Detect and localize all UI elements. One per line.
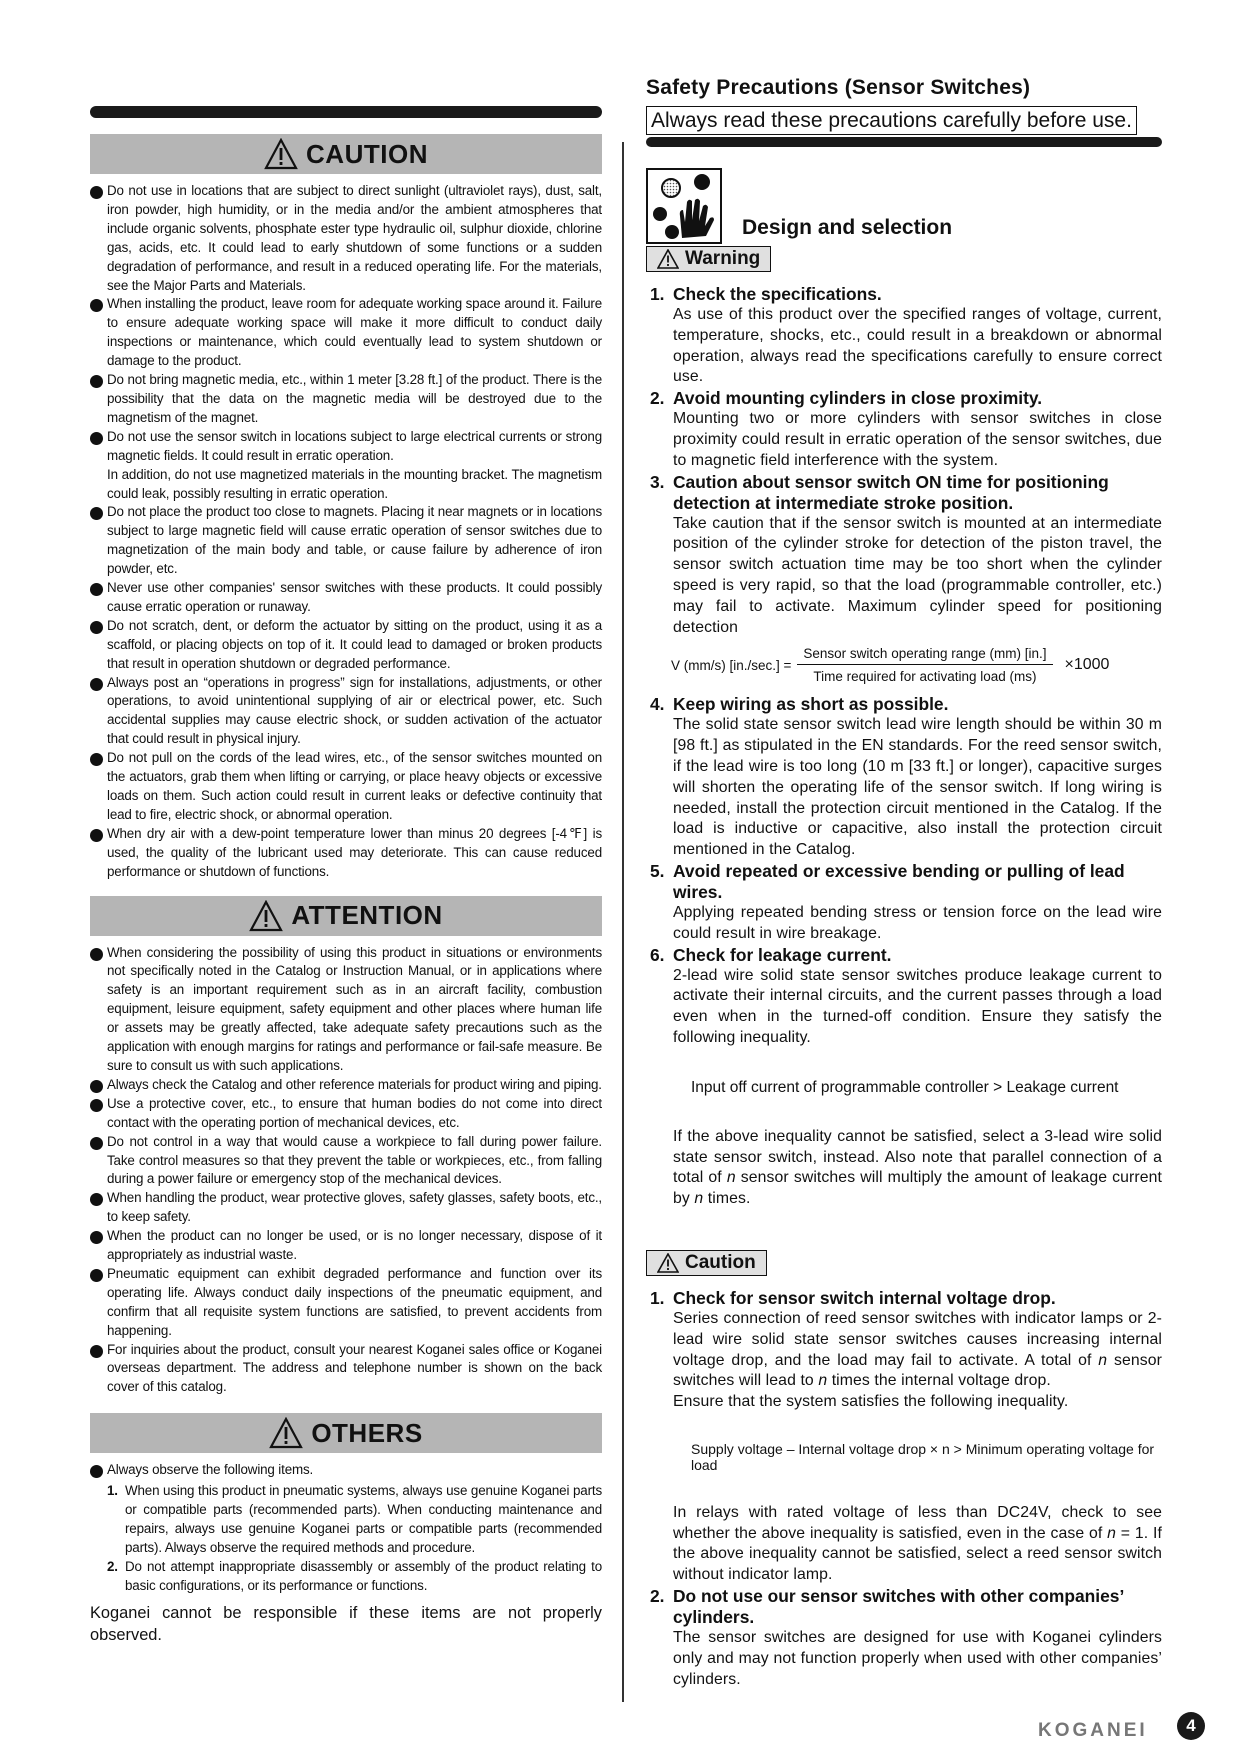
bullet-icon [90,1345,103,1358]
top-rule [90,106,602,118]
others-list [90,1482,602,1595]
others-header [90,1413,602,1453]
design-heading [646,168,1162,244]
caution-title: CAUTION [306,138,428,169]
warning-triangle-icon [269,1417,303,1449]
caution-right-list [646,1288,1162,1691]
list-item: Do not use in locations that are subject to direct sunlight (ultraviolet rays), dust, salt, iron powder, high humidity, or in the media and/or the ambient atmospheres that include organic solvents, phosphate ester type hydraulic oil, sulphur dioxide, chlorine gas, acids, etc. It could lead to early shutdown of some functions or a sudden degradation of performance, and result in a reduced operating life. For the materials, see the Major Parts and Materials. [90,182,602,295]
page-title: Safety Precautions (Sensor Switches) [646,76,1031,99]
left-column [90,106,602,1646]
bullet-icon [90,432,103,445]
bullet-icon [90,678,103,691]
relay-note: In relays with rated voltage of less than DC24V, check to see whether the above inequality is satisfied, even in the case of n = 1. If the above inequality cannot be satisfied, select a reed sensor switch without indicator lamp. [673,1503,1162,1584]
bullet-icon [90,1231,103,1244]
leakage-note: If the above inequality cannot be satisfied, select a 3-lead wire solid state sensor switch, instead. Also note that parallel connection of a total of n sensor switches will multiply the amount of leakage current by n times. [673,1127,1162,1208]
bullet-icon [90,375,103,388]
column-divider [622,142,624,1702]
attention-title: ATTENTION [291,900,443,931]
list-item: Do not place the product too close to magnets. Placing it near magnets or in locations subject to large magnetic field will cause erratic operation of sensor switches due to magnetization of the main body and table, or cause failure by adherence of iron powder, etc. [90,503,602,579]
page-number: 4 [1177,1712,1205,1740]
caution-list [90,182,602,882]
speed-formula: V (mm/s) [in./sec.] = $\frac{\text{Sensor switch operating range (mm) [in.]}}{\text{Time required for activating load (ms)}}$ ×1000 [671,646,1110,685]
bullet-icon [90,1099,103,1112]
warning-triangle-icon [657,1253,679,1273]
list-item: Always check the Catalog and other reference materials for product wiring and piping. [90,1076,602,1095]
list-item: Use a protective cover, etc., to ensure that human bodies do not come into direct contact with the operating portion of mechanical devices, etc. [90,1095,602,1133]
list-item: Always post an “operations in progress” sign for installations, adjustments, or other operations, to avoid unintentional supplying of air or electrical power, etc. Such accidental supplies may cause electric shock, or sudden activation of the actuator that could result in physical injury. [90,674,602,750]
list-item: 1. Check for sensor switch internal voltage drop. Series connection of reed sensor switches with indicator lamps or 2-lead wire solid state sensor switches causes increasing internal voltage drop, and the load may fail to activate. A total of n sensor switches will lead to n times the internal voltage drop. Ensure that the system satisfies the following inequality. Supply voltage – Internal voltage drop × n > Minimum operating voltage for load In relays with rated voltage of less than DC24V, check to see whether the above inequality is satisfied, even in the case of n = 1. If the above inequality cannot be satisfied, select a reed sensor switch without indicator lamp. [646,1288,1162,1586]
attention-list [90,944,602,1398]
bullet-icon [90,186,103,199]
caution-label: Caution [646,1250,767,1276]
list-item: Do not use the sensor switch in locations subject to large electrical currents or strong magnetic fields. It could result in erratic operation. In addition, do not use magnetized materials in the mounting bracket. The magnetism could leak, possibly resulting in erratic operation. [90,428,602,504]
list-item: When considering the possibility of using this product in situations or environments not specifically noted in the Catalog or Instruction Manual, or in applications where safety is an important requirement such as in an aircraft facility, combustion equipment, leisure equipment, safety equipment and other places where human life or assets may be greatly affected, take adequate safety precautions such as the application with enough margins for ratings and performance or fail-safe measure. Be sure to consult us with such applications. [90,944,602,1076]
others-intro: Always observe the following items. [90,1461,602,1480]
warning-triangle-icon [657,249,679,269]
caution-header [90,134,602,174]
bullet-icon [90,507,103,520]
list-item: Never use other companies' sensor switches with these products. It could possibly cause erratic operation or runaway. [90,579,602,617]
bullet-icon [90,1193,103,1206]
list-item: 2. Do not use our sensor switches with other companies’ cylinders. The sensor switches are designed for use with Koganei cylinders only and may not function properly when used with other companies’ cylinders. [650,1586,1162,1688]
list-item: 5. Avoid repeated or excessive bending or pulling of lead wires. Applying repeated bending stress or tension force on the lead wire could result in wire breakage. [650,860,1162,942]
bullet-icon [90,583,103,596]
bullet-icon [90,1269,103,1282]
warning-triangle-icon [264,138,298,170]
design-title: Design and selection [742,216,953,239]
list-item: 4. Keep wiring as short as possible. The solid state sensor switch lead wire length should be within 30 m [98 ft.] as stipulated in the EN standards. For the reed sensor switch, if the lead wire is too long (10 m [33 ft.] or longer), capacitive surges will shorten the operating life of the sensor switch. If long wiring is needed, install the protection circuit mentioned in the Catalog. If the load is inductive or capacitive, also install the protection circuit mentioned in the Catalog. [650,694,1162,859]
list-item: 2. Avoid mounting cylinders in close proximity. Mounting two or more cylinders with sensor switches in close proximity could result in erratic operation of the sensor switches, due to magnetic field interference with the system. [650,388,1162,469]
subtitle-rule [646,137,1162,147]
list-item: Do not bring magnetic media, etc., within 1 meter [3.28 ft.] of the product. There is the possibility that the data on the magnetic media will be destroyed due to the magnetism of the magnet. [90,371,602,428]
bullet-icon [90,1465,103,1478]
list-item: When installing the product, leave room for adequate working space around it. Failure to ensure adequate working space will make it more difficult to conduct daily inspections or maintenance, which could eventually lead to system shutdown or damage to the product. [90,295,602,371]
bullet-icon [90,753,103,766]
bullet-icon [90,299,103,312]
list-item: When the product can no longer be used, or is no longer necessary, dispose of it appropriately as industrial waste. [90,1227,602,1265]
right-column [646,76,1162,1690]
bullet-icon [90,1080,103,1093]
list-item: Do not scratch, dent, or deform the actuator by sitting on the product, using it as a scaffold, or placing objects on top of it. It could lead to damaged or broken products that result in operation shutdown or degraded performance. [90,617,602,674]
list-item: 1. Check the specifications. As use of this product over the specified ranges of voltage, current, temperature, shocks, etc., could result in a breakdown or abnormal operation, always read the specifications carefully to ensure correct use. [650,284,1162,386]
list-item: When dry air with a dew-point temperature lower than minus 20 degrees [-4℉] is used, the quality of the lubricant used may deteriorate. This can cause reduced performance or shutdown of functions. [90,825,602,882]
leakage-inequality: Input off current of programmable controller > Leakage current [691,1078,1119,1096]
list-item: 1. When using this product in pneumatic systems, always use genuine Koganei parts or compatible parts (recommended parts). When conducting maintenance and repairs, always use genuine Koganei parts or compatible parts (recommended parts). Always observe the required methods and procedure. [107,1483,602,1555]
bullet-icon [90,948,103,961]
bullet-icon [90,829,103,842]
list-item: 3. Caution about sensor switch ON time for positioning detection at intermediate stroke position. Take caution that if the sensor switch is mounted at an intermediate position of the cylinder stroke for detection of the piston travel, the sensor switch actuation time may be too short when the cylinder speed is very rapid, so that the load (programmable controller, etc.) may fail to activate. Maximum cylinder speed for positioning detection V (mm/s) [in./sec.] = $\frac{\text{Sensor switch operating range (mm) [in.]}}{\text{Time required for activating load (ms)}}$ ×1000 [650,471,1162,685]
list-item: 2. Do not attempt inappropriate disassembly or assembly of the product relating to basic configurations, or its performance or functions. [107,1558,602,1593]
subtitle-row [646,106,1162,136]
voltage-inequality: Supply voltage – Internal voltage drop × n > Minimum operating voltage for load [691,1440,1155,1473]
bullet-icon [90,621,103,634]
bullet-icon [90,1137,103,1150]
warning-list [646,284,1162,1210]
list-item: 6. Check for leakage current. 2-lead wire solid state sensor switches produce leakage current to activate their internal circuits, and the current passes through a load even when in the turned-off condition. Ensure they satisfy the following inequality. Input off current of programmable controller > Leakage current If the above inequality cannot be satisfied, select a 3-lead wire solid state sensor switch, instead. Also note that parallel connection of a total of n sensor switches will multiply the amount of leakage current by n times. [646,945,1162,1210]
list-item: When handling the product, wear protective gloves, safety glasses, safety boots, etc., to keep safety. [90,1189,602,1227]
subtitle: Always read these precautions carefully before use. [646,106,1137,135]
warning-triangle-icon [249,900,283,932]
list-item: For inquiries about the product, consult your nearest Koganei sales office or Koganei overseas department. The address and telephone number is shown on the back cover of this catalog. [90,1341,602,1398]
list-item: Do not control in a way that would cause a workpiece to fall during power failure. Take control measures so that they prevent the table or workpieces, etc., from falling during a power failure or emergency stop of the mechanical devices. [90,1133,602,1190]
others-title: OTHERS [311,1417,423,1448]
attention-header [90,896,602,936]
disclaimer: Koganei cannot be responsible if these items are not properly observed. [90,1603,602,1644]
list-item: Do not pull on the cords of the lead wires, etc., of the sensor switches mounted on the actuators, grab them when lifting or carrying, or place heavy objects or excessive loads on them. Such action could result in current leaks or defective continuity that lead to fire, electric shock, or abnormal operation. [90,749,602,825]
brand-logo: KOGANEI [1038,1720,1148,1741]
warning-label: Warning [646,246,771,272]
design-selection-icon [646,168,722,244]
list-item: Pneumatic equipment can exhibit degraded performance and function over its operating life. Always conduct daily inspections of the pneumatic equipment, and confirm that all requisite system functions are satisfied, to prevent accidents from happening. [90,1265,602,1341]
